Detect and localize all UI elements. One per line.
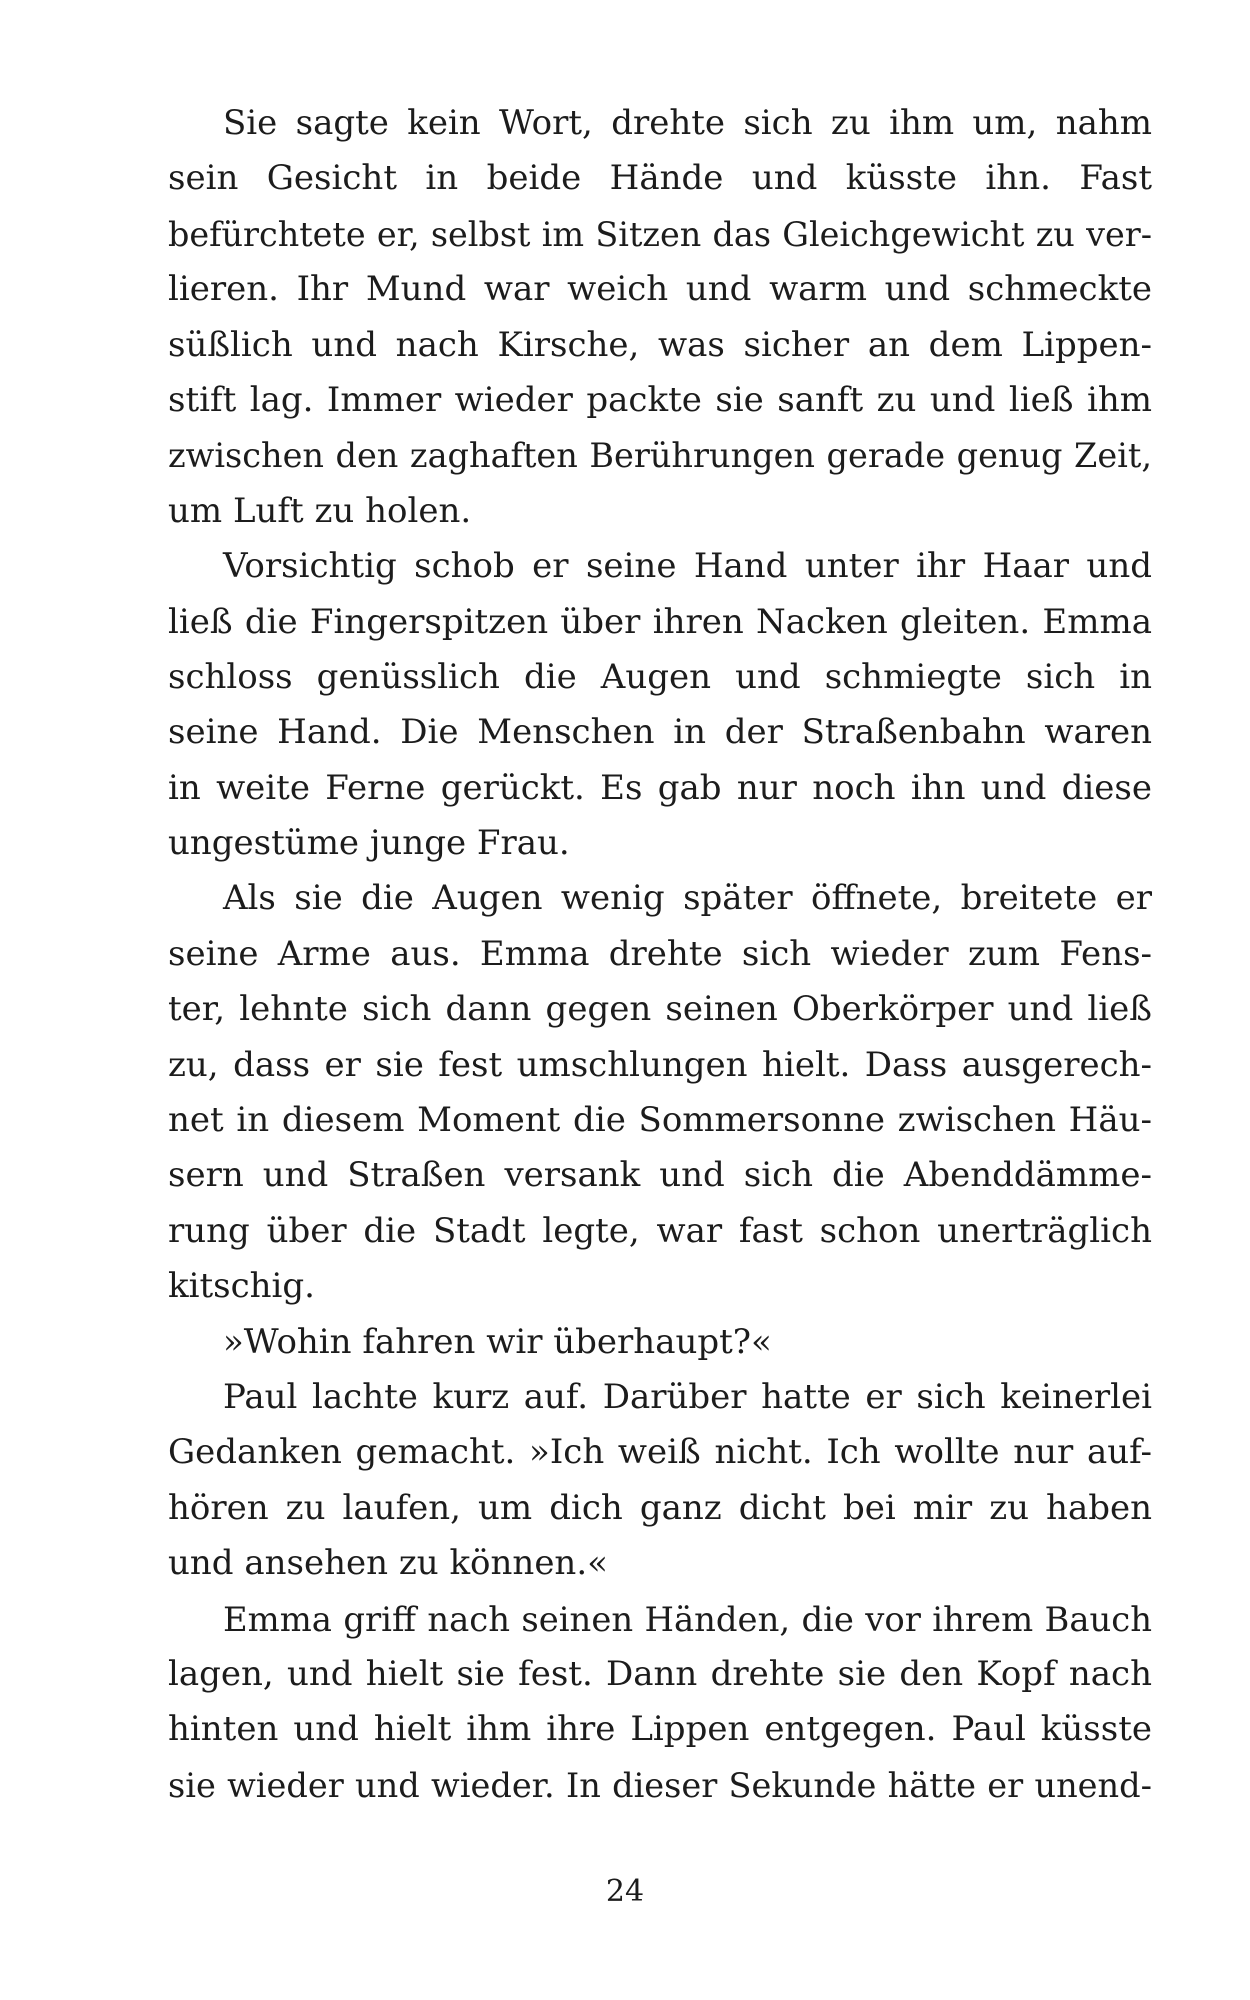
text-line: Paul lachte kurz auf. Darüber hatte er sich keinerlei bbox=[223, 1376, 1152, 1417]
text-line: lieren. Ihr Mund war weich und warm und schmeckte bbox=[168, 269, 1152, 310]
text-line: rung über die Stadt legte, war fast schon unerträglich bbox=[168, 1210, 1152, 1251]
text-line: »Wohin fahren wir überhaupt?« bbox=[223, 1321, 772, 1362]
text-line: in weite Ferne gerückt. Es gab nur noch ihn und diese bbox=[168, 767, 1152, 808]
text-line: hören zu laufen, um dich ganz dicht bei mir zu haben bbox=[168, 1487, 1152, 1528]
text-line: Gedanken gemacht. »Ich weiß nicht. Ich wollte nur auf- bbox=[168, 1432, 1152, 1473]
text-line: sie wieder und wieder. In dieser Sekunde hätte er unend- bbox=[168, 1765, 1152, 1805]
text-line: seine Arme aus. Emma drehte sich wieder zum Fens- bbox=[168, 933, 1152, 974]
text-line: schloss genüsslich die Augen und schmiegte sich in bbox=[168, 656, 1152, 697]
text-line: seine Hand. Die Menschen in der Straßenbahn waren bbox=[168, 712, 1152, 753]
page-number: 24 bbox=[605, 1874, 645, 1909]
text-line: ließ die Fingerspitzen über ihren Nacken gleiten. Emma bbox=[168, 601, 1152, 642]
text-line: zu, dass er sie fest umschlungen hielt. Dass ausgerech- bbox=[168, 1044, 1152, 1085]
text-line: sein Gesicht in beide Hände und küsste ihn. Fast bbox=[168, 158, 1152, 199]
text-line: ungestüme junge Frau. bbox=[168, 823, 570, 864]
text-line: um Luft zu holen. bbox=[168, 490, 472, 531]
text-line: befürchtete er, selbst im Sitzen das Gleichgewicht zu ver- bbox=[168, 214, 1152, 254]
text-line: net in diesem Moment die Sommersonne zwischen Häu- bbox=[168, 1100, 1152, 1141]
text-line: Als sie die Augen wenig später öffnete, breitete er bbox=[223, 878, 1152, 919]
text-line: ter, lehnte sich dann gegen seinen Oberkörper und ließ bbox=[168, 989, 1152, 1030]
text-line: kitschig. bbox=[168, 1266, 315, 1307]
text-line: stift lag. Immer wieder packte sie sanft zu und ließ ihm bbox=[168, 379, 1152, 420]
text-line: sern und Straßen versank und sich die Abenddämme- bbox=[168, 1155, 1152, 1196]
text-line: Vorsichtig schob er seine Hand unter ihr Haar und bbox=[223, 546, 1152, 587]
text-line: und ansehen zu können.« bbox=[168, 1543, 608, 1584]
text-line: Emma griff nach seinen Händen, die vor ihrem Bauch bbox=[223, 1599, 1152, 1639]
text-line: Sie sagte kein Wort, drehte sich zu ihm um, nahm bbox=[223, 103, 1152, 143]
body-text bbox=[168, 96, 1152, 1813]
text-line: zwischen den zaghaften Berührungen gerade genug Zeit, bbox=[168, 436, 1152, 476]
text-line: hinten und hielt ihm ihre Lippen entgegen. Paul küsste bbox=[168, 1709, 1152, 1750]
text-line: süßlich und nach Kirsche, was sicher an dem Lippen- bbox=[168, 324, 1152, 365]
text-line: lagen, und hielt sie fest. Dann drehte sie den Kopf nach bbox=[168, 1653, 1152, 1694]
